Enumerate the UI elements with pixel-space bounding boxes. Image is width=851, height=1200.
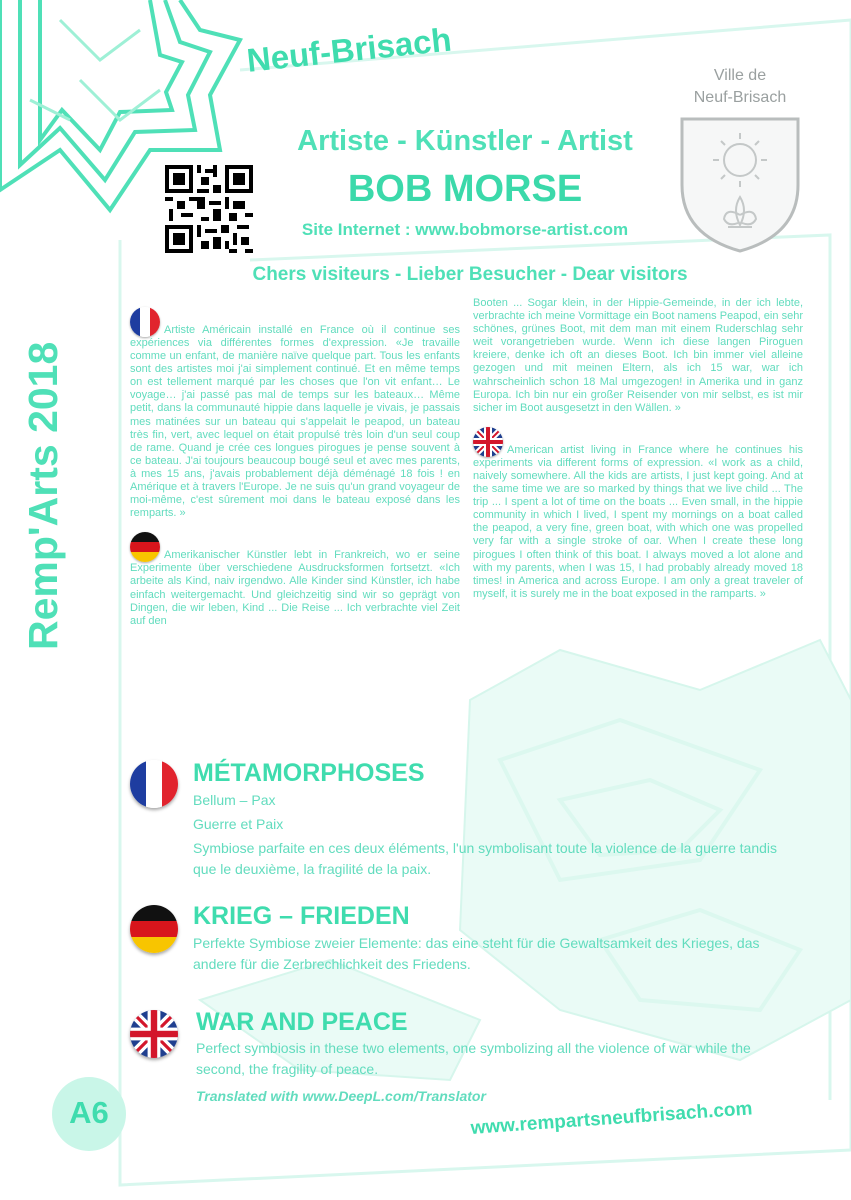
panel-number: A6 — [69, 1095, 109, 1130]
artist-name: BOB MORSE — [347, 168, 583, 210]
footer-website[interactable]: www.rempartsneufbrisach.com — [470, 1098, 754, 1139]
panel-number-badge — [52, 1077, 126, 1151]
event-title-vertical: Remp'Arts 2018 — [20, 341, 66, 650]
french-flag-icon-large — [130, 760, 178, 808]
bio-de — [130, 532, 460, 627]
uk-flag-icon — [473, 427, 503, 457]
coat-of-arms-icon — [678, 115, 802, 255]
greeting-heading: Chers visiteurs - Lieber Besucher - Dear visitors — [252, 264, 688, 285]
bio-en-text: American artist living in France where he continues his experiments via different forms of expression. «I work as a child, naively somewhere. All the kids are artists, I just kept going. And at the same time we are so marked by things that we live child ... The trip ... I spent a lot of time on the boats ... Even small, in the hippie community in which I lived, I spent my mornings on a boat called the peapod, a very fine, green boat, with which one was propelled very far with a single stroke of oar. When I create these long pirogues I often think of this boat. I always moved a lot alone and with my parents, when I was 15, I had probably already moved 18 times! in America and across Europe. I am only a great traveler of myself, it is surely me in the boat exposed in the ramparts. » — [473, 443, 803, 600]
bio-column-right — [473, 297, 803, 613]
work-subtitle-fr-2: Guerre et Paix — [193, 816, 284, 832]
town-name: Neuf-Brisach — [245, 20, 454, 79]
bio-fr-text: Artiste Américain installé en France où il continue ses expériences via différentes formes d'expression. «Je travaille comme un enfant, de manière naïve quelque part. Tous les enfants sont des artistes moi j'ai simplement continué. Et en même temps on est tellement marqué par les choses que l'on vit enfant… Le voyage… j'ai passé pas mal de temps sur les bateaux… Même petit, dans la communauté hippie dans laquelle je vivais, je passais mes matinées sur un bateau qui s'appelait le peapod, un bateau très fin, vert, avec lequel on était propulsé très loin d'un seul coup de rame. Quand je crée ces longues pirogues je pense souvent à ce bateau. J'ai toujours beaucoup bougé seul et avec mes parents, à mes 15 ans, j'avais probablement déjà déménagé 18 fois ! en Amérique et à travers l'Europe. Je ne suis qu'un grand voyageur de moi-même, c'est sûrement moi dans le bateau exposé dans les remparts. » — [130, 323, 460, 520]
work-title-en: WAR AND PEACE — [196, 1008, 408, 1036]
uk-flag-icon-large — [130, 1010, 178, 1058]
work-title-de: KRIEG – FRIEDEN — [193, 902, 410, 930]
bio-en — [473, 427, 803, 601]
bio-fr — [130, 307, 460, 520]
bio-column-left — [130, 307, 460, 640]
french-flag-icon — [130, 307, 160, 337]
translation-credit[interactable]: Translated with www.DeepL.com/Translator — [196, 1088, 486, 1104]
work-description-en: Perfect symbiosis in these two elements, one symbolizing all the violence of war while the second, the fragility of peace. — [196, 1040, 751, 1077]
german-flag-icon-large — [130, 905, 178, 953]
work-title-fr: MÉTAMORPHOSES — [193, 759, 425, 787]
bio-de-text-part1: Amerikanischer Künstler lebt in Frankreich, wo er seine Experimente über verschiedene Ausdrucksformen fortsetzt. «Ich arbeite als Kind, naiv irgendwo. Alle Kinder sind Künstler, ich habe einfach weitergemacht. Und gleichzeitig sind wir so geprägt von Dingen, die wir leben, Kind ... Die Reise ... Ich verbrachte viel Zeit auf den — [130, 549, 460, 627]
town-label-line1: Ville de — [713, 67, 767, 84]
town-label-line2: Neuf-Brisach — [693, 89, 787, 106]
bio-de-continued: Booten ... Sogar klein, in der Hippie-Gemeinde, in der ich lebte, verbrachte ich meine Vormittage ein Boot namens Peapod, ein sehr schönes, grünes Boot, mit dem man mit einem Ruderschlag sehr weit vorangetrieben wurde. Wenn ich diese langen Piroguen kreiere, denke ich oft an dieses Boot. Ich bin immer viel alleine gezogen und mit meinen Eltern, als ich 15 war, war ich wahrscheinlich schon 18 Mal umgezogen! in Amerika und in ganz Europa. Ich bin nur ein großer Reisender von mir selbst, es ist mir sicher im Boot ausgesetzt in den Wällen. » — [473, 297, 803, 414]
category-heading: Artiste - Künstler - Artist — [297, 125, 633, 157]
work-description-fr: Symbiose parfaite en ces deux éléments, l'un symbolisant toute la violence de la guerre tandis que le deuxième, la fragilité de la paix. — [193, 840, 778, 877]
qr-code[interactable] — [165, 165, 253, 253]
artist-website[interactable]: Site Internet : www.bobmorse-artist.com — [301, 220, 629, 239]
german-flag-icon — [130, 532, 160, 562]
work-description-de: Perfekte Symbiose zweier Elemente: das eine steht für die Gewaltsamkeit des Krieges, das andere für die Zerbrechlichkeit des Friedens. — [193, 935, 760, 972]
work-subtitle-fr-1: Bellum – Pax — [193, 792, 276, 808]
town-label — [670, 65, 810, 109]
